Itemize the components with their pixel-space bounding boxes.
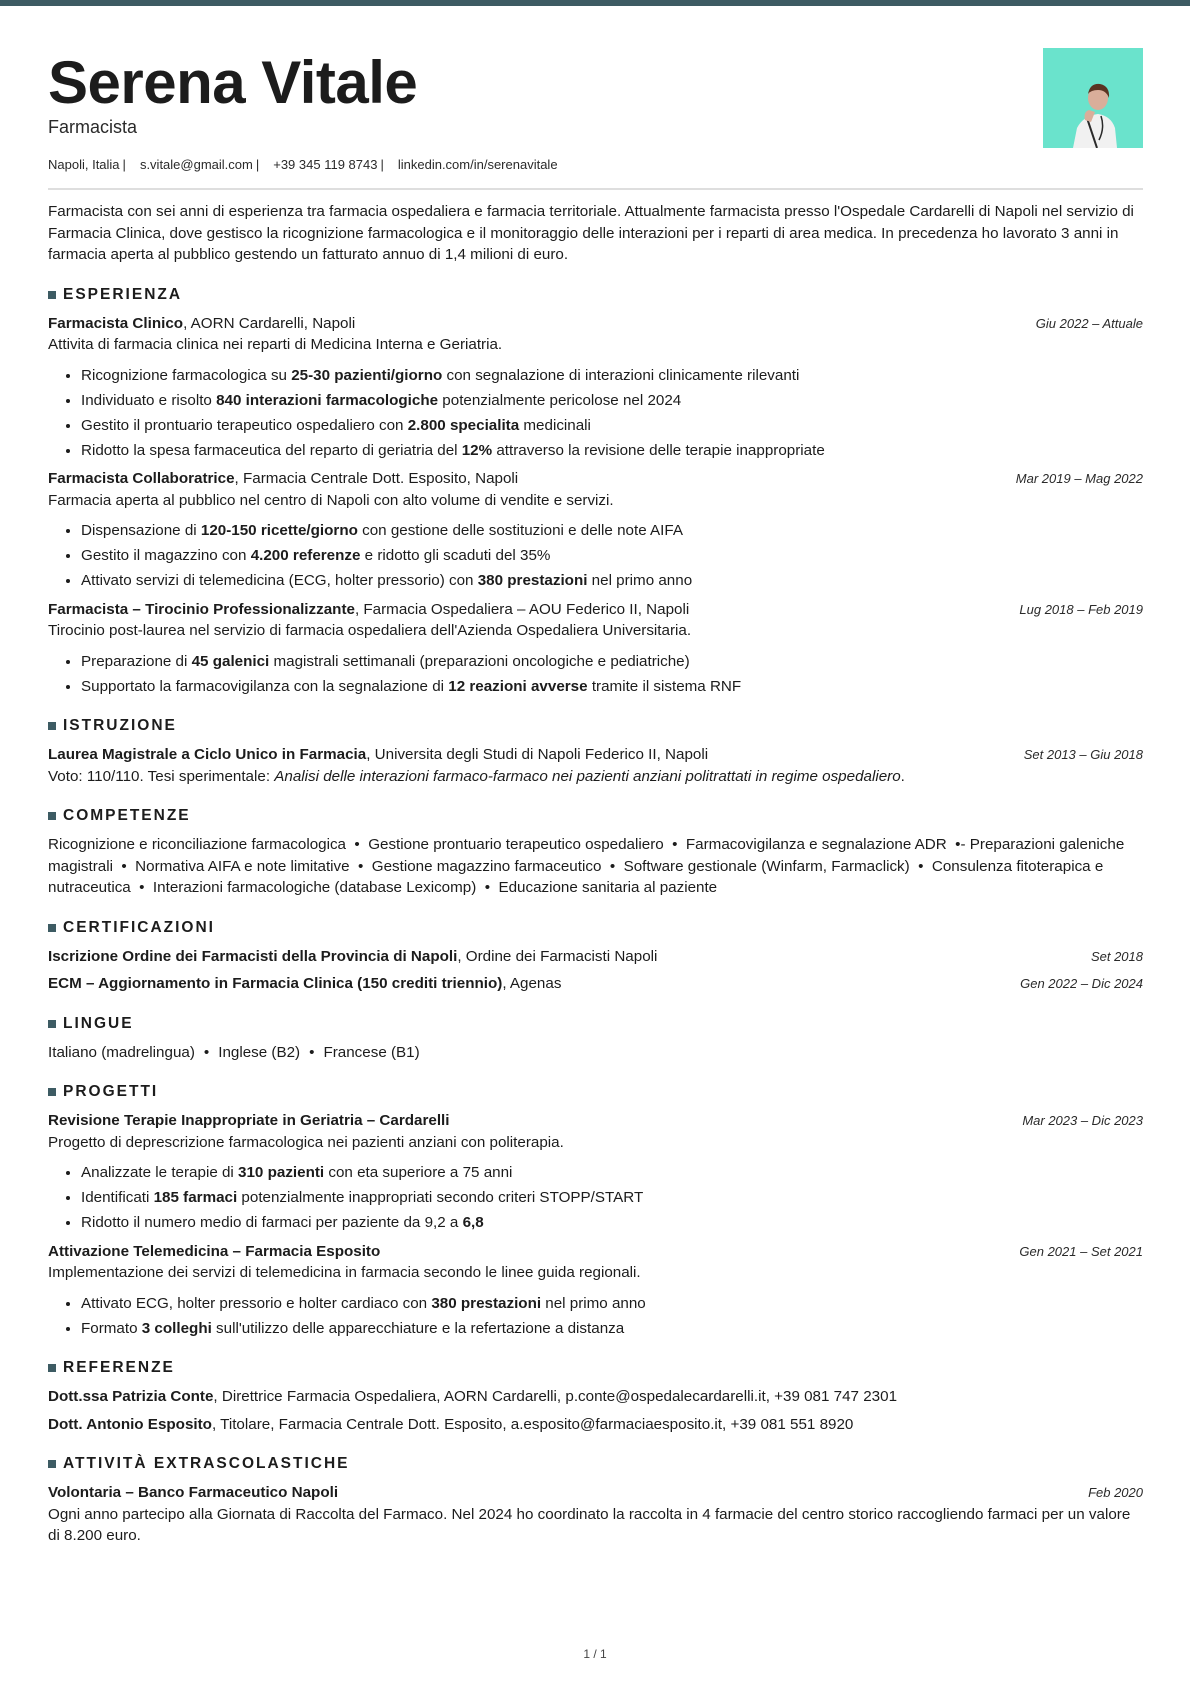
candidate-role: Farmacista	[48, 117, 138, 137]
experience-entry	[48, 313, 1143, 462]
section-square-icon	[48, 924, 56, 932]
list-item: • Analizzate le terapie di 310 pazienti con eta superiore a 75 anni	[81, 1162, 1143, 1184]
job-bullets	[48, 365, 1143, 462]
education-entry	[48, 744, 1143, 787]
list-item: • Ridotto il numero medio di farmaci per paziente da 9,2 a 6,8	[81, 1212, 1143, 1234]
project-date: Gen 2021 – Set 2021	[1019, 1243, 1143, 1259]
list-item: • Individuato e risolto 840 interazioni farmacologiche potenzialmente pericolose nel 2024	[81, 390, 1143, 412]
project-description: Implementazione dei servizi di telemedicina in farmacia secondo le linee guida regionali.	[48, 1264, 641, 1281]
language-item: Italiano (madrelingua)	[48, 1043, 195, 1061]
profile-photo	[1043, 48, 1143, 148]
certification-date: Set 2018	[1090, 948, 1143, 964]
project-bullets	[48, 1162, 1143, 1234]
section-heading-education: ISTRUZIONE	[48, 716, 1143, 736]
list-item: • Ridotto la spesa farmaceutica del reparto di geriatria del 12% attraverso la revisione delle terapie inappropriate	[81, 440, 1143, 462]
job-title: Farmacista – Tirocinio Professionalizzante	[48, 600, 355, 618]
list-item: • Dispensazione di 120-150 ricette/giorno con gestione delle sostituzioni e delle note AIFA	[81, 520, 1143, 542]
activity-date: Feb 2020	[1088, 1485, 1143, 1500]
section-heading-projects: PROGETTI	[48, 1082, 1143, 1102]
job-description: Tirocinio post-laurea nel servizio di farmacia ospedaliera dell'Azienda Ospedaliera Universitaria.	[48, 622, 692, 639]
job-title: Farmacista Clinico	[48, 314, 184, 332]
contact-separator: |	[380, 157, 384, 172]
section-heading-extracurricular: ATTIVITÀ EXTRASCOLASTICHE	[48, 1454, 1143, 1474]
section-square-icon	[48, 291, 56, 299]
job-date: Giu 2022 – Attuale	[1035, 315, 1143, 331]
contact-email[interactable]: s.vitale@gmail.com	[139, 157, 253, 172]
thesis-title: Analisi delle interazioni farmaco-farmaco nei pazienti anziani politrattati in regime ospedaliero	[274, 767, 901, 785]
section-heading-experience: ESPERIENZA	[48, 285, 1143, 305]
certification-item: ECM – Aggiornamento in Farmacia Clinica (150 crediti triennio), Agenas Gen 2022 – Dic 2024	[48, 973, 1143, 995]
section-heading-references: REFERENZE	[48, 1358, 1143, 1378]
job-organization: , AORN Cardarelli, Napoli	[183, 314, 356, 332]
person-portrait-icon	[1043, 48, 1143, 148]
list-item: • Formato 3 colleghi sull'utilizzo delle apparecchiature e la refertazione a distanza	[81, 1318, 1143, 1340]
contact-phone[interactable]: +39 345 119 8743	[273, 157, 378, 172]
page-number: 1 / 1	[583, 1647, 607, 1661]
list-item: • Gestito il magazzino con 4.200 referenze e ridotto gli scaduti del 35%	[81, 545, 1143, 567]
project-bullets	[48, 1293, 1143, 1340]
section-square-icon	[48, 812, 56, 820]
section-square-icon	[48, 722, 56, 730]
language-item: Inglese (B2)	[218, 1043, 301, 1061]
languages-list: Italiano (madrelingua) • Inglese (B2) • Francese (B1)	[48, 1043, 420, 1061]
header-divider	[48, 188, 1143, 190]
language-item: Francese (B1)	[323, 1043, 420, 1061]
education-date: Set 2013 – Giu 2018	[1023, 747, 1143, 762]
certification-date: Gen 2022 – Dic 2024	[1020, 976, 1143, 991]
contact-separator: |	[122, 157, 126, 172]
list-item: • Attivato servizi di telemedicina (ECG, holter pressorio) con 380 prestazioni nel primo anno	[81, 570, 1143, 592]
list-item: • Attivato ECG, holter pressorio e holter cardiaco con 380 prestazioni nel primo anno	[81, 1293, 1143, 1315]
candidate-name: Serena Vitale	[48, 49, 418, 116]
reference-item: Dott. Antonio Esposito, Titolare, Farmacia Centrale Dott. Esposito, a.esposito@farmaciaesposito.it, +39 081 551 8920	[48, 1415, 854, 1433]
contact-line	[48, 157, 558, 173]
reference-item: Dott.ssa Patrizia Conte, Direttrice Farmacia Ospedaliera, AORN Cardarelli, p.conte@ospedalecardarelli.it, +39 081 747 2301	[48, 1388, 898, 1405]
project-entry	[48, 1241, 1143, 1340]
project-date: Mar 2023 – Dic 2023	[1022, 1113, 1143, 1128]
job-bullets	[48, 651, 1143, 698]
job-bullets	[48, 520, 1143, 592]
list-item: • Identificati 185 farmaci potenzialmente inappropriati secondo criteri STOPP/START	[81, 1187, 1143, 1209]
list-item: • Preparazione di 45 galenici magistrali settimanali (preparazioni oncologiche e pediatriche)	[81, 651, 1143, 673]
certification-item: Iscrizione Ordine dei Farmacisti della Provincia di Napoli, Ordine dei Farmacisti Napoli Set 2018	[48, 946, 1143, 968]
section-square-icon	[48, 1088, 56, 1096]
education-details: Voto: 110/110. Tesi sperimentale: Analisi delle interazioni farmaco-farmaco nei pazienti anziani politrattati in regime ospedaliero.	[48, 767, 905, 785]
list-item: • Supportato la farmacovigilanza con la segnalazione di 12 reazioni avverse tramite il sistema RNF	[81, 676, 1143, 698]
experience-entry	[48, 468, 1143, 592]
job-description: Farmacia aperta al pubblico nel centro di Napoli con alto volume di vendite e servizi.	[48, 491, 614, 509]
profile-summary: Farmacista con sei anni di esperienza tra farmacia ospedaliera e farmacia territoriale. Attualmente farmacista presso l'Ospedale Cardarelli di Napoli nel servizio di Farmacia Clinica, dove gestisco la ricognizione farmacologica e il monitoraggio delle interazioni per i reparti di area medica. In precedenza ho lavorato 3 anni in farmacia aperta al pubblico gestendo un fatturato annuo di 1,4 milioni di euro.	[48, 203, 1134, 263]
job-organization: , Farmacia Ospedaliera – AOU Federico II, Napoli	[354, 600, 690, 618]
list-item: • Ricognizione farmacologica su 25-30 pazienti/giorno con segnalazione di interazioni clinicamente rilevanti	[81, 365, 1143, 387]
activity-description: Ogni anno partecipo alla Giornata di Raccolta del Farmaco. Nel 2024 ho coordinato la raccolta in 4 farmacie del centro storico raccogliendo farmaci per un valore di 8.200 euro.	[48, 1505, 1131, 1544]
job-date: Mar 2019 – Mag 2022	[1015, 471, 1143, 486]
section-square-icon	[48, 1020, 56, 1028]
contact-linkedin[interactable]: linkedin.com/in/serenavitale	[397, 157, 558, 172]
section-heading-skills: COMPETENZE	[48, 806, 1143, 826]
job-date: Lug 2018 – Feb 2019	[1019, 601, 1143, 617]
extracurricular-entry	[48, 1482, 1143, 1547]
section-square-icon	[48, 1460, 56, 1468]
project-name: Revisione Terapie Inappropriate in Geriatria – Cardarelli	[48, 1112, 450, 1129]
activity-name: Volontaria – Banco Farmaceutico Napoli	[48, 1484, 339, 1501]
school-name: , Universita degli Studi di Napoli Federico II, Napoli	[366, 746, 709, 763]
contact-location: Napoli, Italia	[48, 157, 120, 172]
section-heading-languages: LINGUE	[48, 1014, 1143, 1034]
job-description: Attivita di farmacia clinica nei reparti di Medicina Interna e Geriatria.	[48, 336, 503, 353]
project-description: Progetto di deprescrizione farmacologica nei pazienti anziani con politerapia.	[48, 1133, 564, 1151]
degree-title: Laurea Magistrale a Ciclo Unico in Farmacia	[48, 746, 367, 763]
section-square-icon	[48, 1364, 56, 1372]
job-title: Farmacista Collaboratrice	[48, 470, 235, 487]
job-organization: , Farmacia Centrale Dott. Esposito, Napoli	[234, 470, 519, 487]
resume-body	[48, 201, 1143, 1554]
list-item: • Gestito il prontuario terapeutico ospedaliero con 2.800 specialita medicinali	[81, 415, 1143, 437]
experience-entry	[48, 599, 1143, 698]
top-accent-bar	[0, 0, 1190, 6]
section-heading-certifications: CERTIFICAZIONI	[48, 918, 1143, 938]
project-name: Attivazione Telemedicina – Farmacia Esposito	[48, 1242, 381, 1260]
project-entry	[48, 1110, 1143, 1234]
contact-separator: |	[255, 157, 260, 172]
skills-list: Ricognizione e riconciliazione farmacologica • Gestione prontuario terapeutico ospedaliero • Farmacovigilanza e segnalazione ADR •- Preparazioni galeniche magistrali • Normativa AIFA e note limitative • Gestione magazzino farmaceutico • Software gestionale (Winfarm, Farmaclick) • Consulenza fitoterapica e nutraceutica • Interazioni farmacologiche (database Lexicomp) • Educazione sanitaria al paziente	[48, 836, 1129, 896]
